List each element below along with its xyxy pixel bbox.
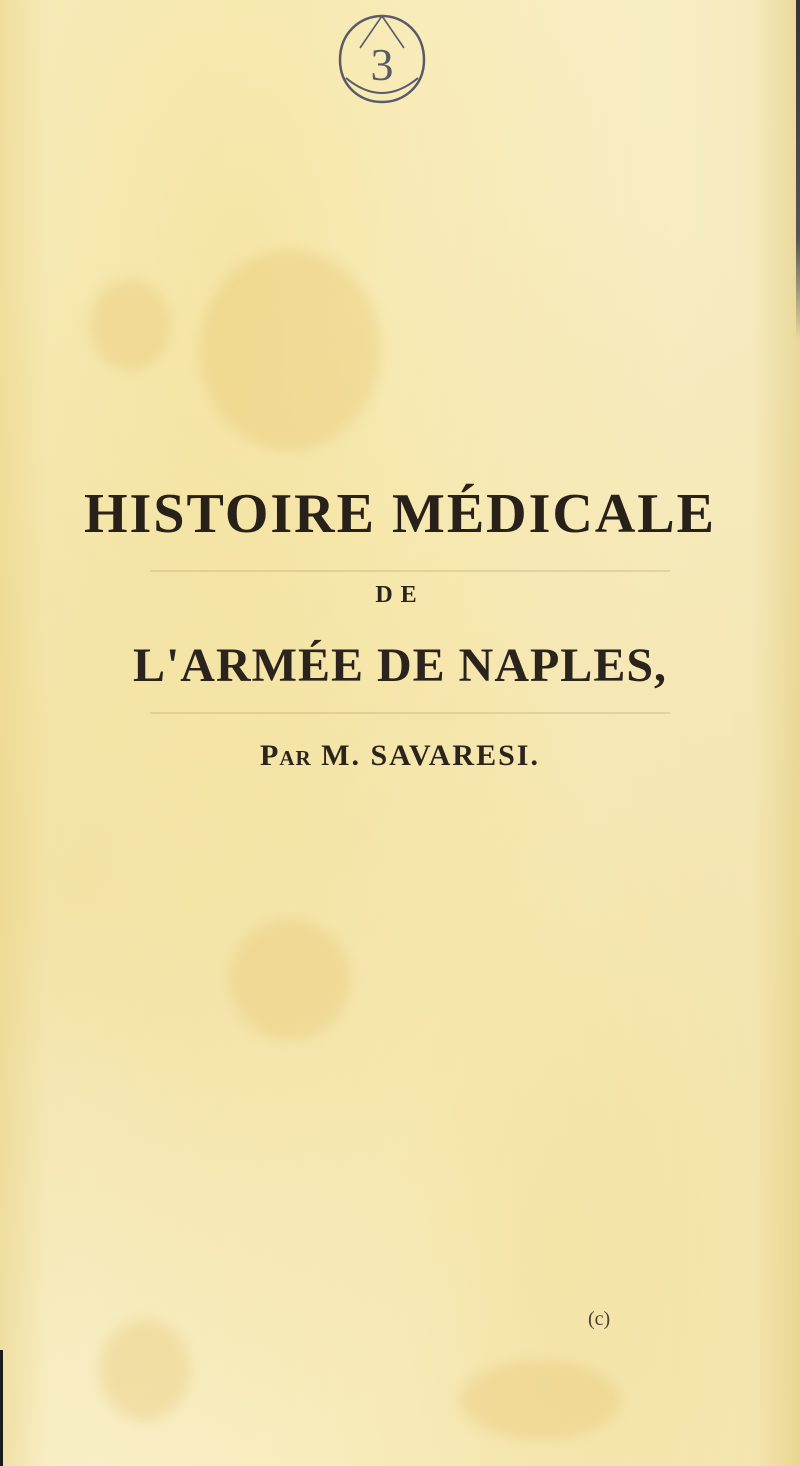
faint-rule <box>150 712 670 714</box>
foxing-stain <box>460 1360 620 1440</box>
author-name: M. SAVARESI. <box>321 739 540 772</box>
marginal-mark: (c) <box>588 1308 611 1330</box>
foxing-stain <box>90 280 170 370</box>
foxing-stain <box>230 920 350 1040</box>
library-stamp-icon <box>330 8 434 108</box>
author-line <box>0 739 800 773</box>
page-edge-shadow <box>0 1350 3 1466</box>
faint-rule <box>150 570 670 572</box>
page-edge-shadow <box>796 0 800 340</box>
stamp-digit: 3 <box>370 39 394 90</box>
book-title: HISTOIRE MÉDICALE <box>83 483 716 545</box>
foxing-stain <box>100 1320 190 1420</box>
title-connector: DE <box>375 582 425 608</box>
author-prefix: Par <box>260 739 312 772</box>
foxing-stain <box>200 250 380 450</box>
book-subtitle: L'ARMÉE DE NAPLES, <box>132 639 668 692</box>
